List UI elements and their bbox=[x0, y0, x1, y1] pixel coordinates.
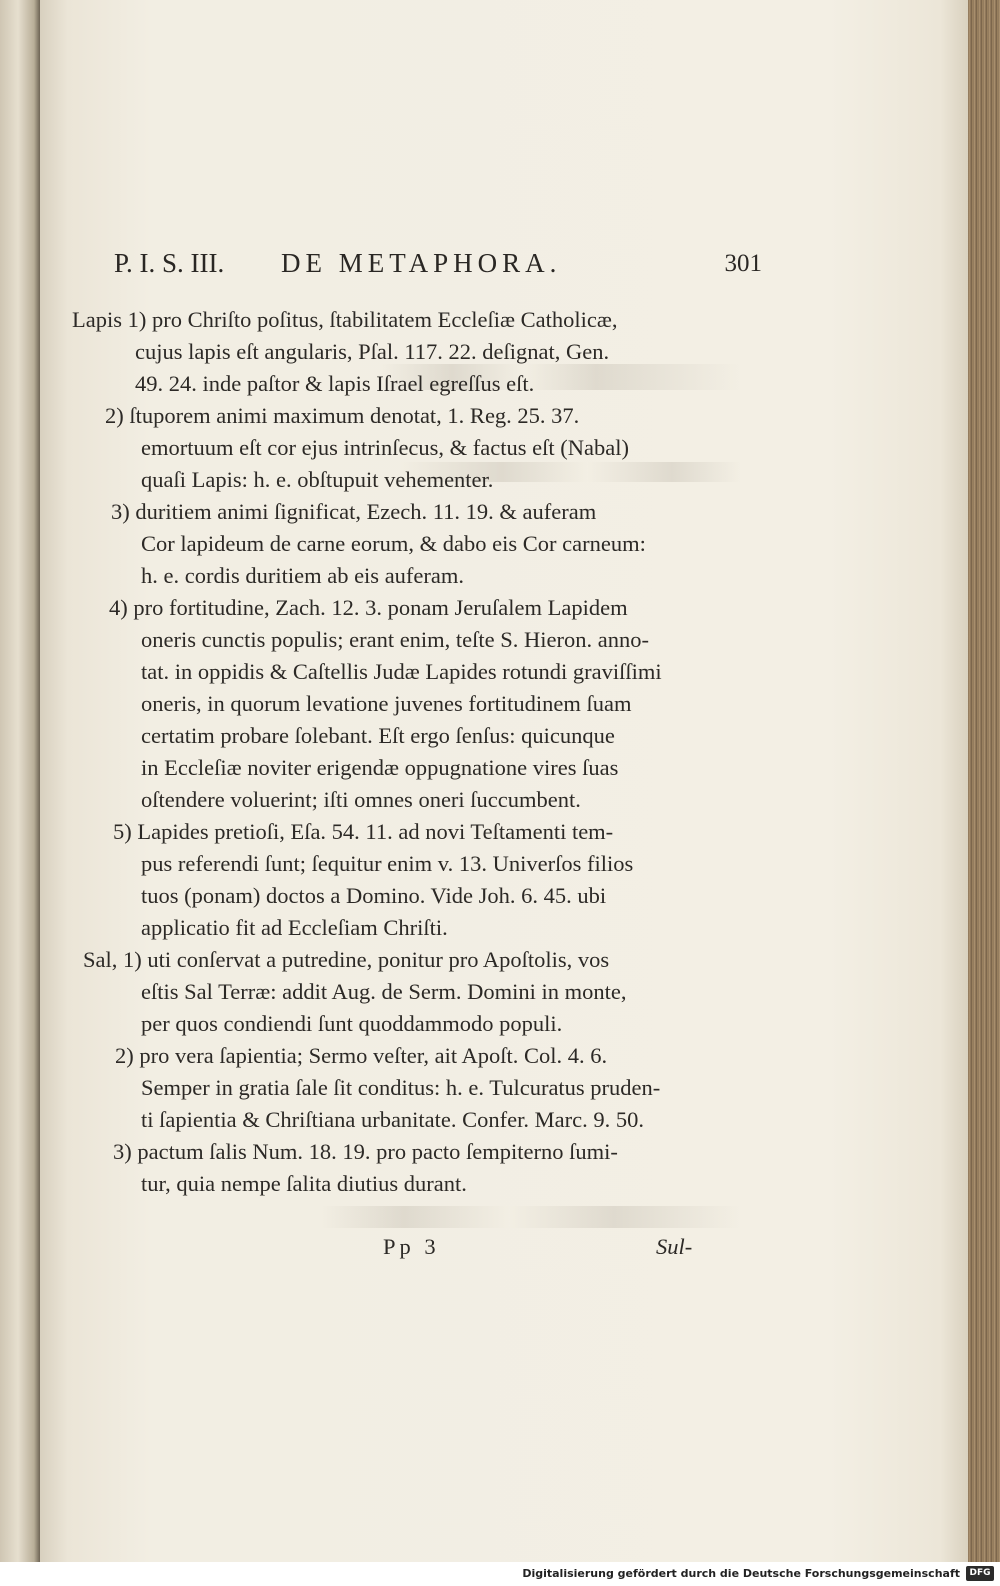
text-line: 5) Lapides pretioſi, Eſa. 54. 11. ad novi Teſtamenti tem- bbox=[113, 819, 614, 844]
dfg-logo: DFG bbox=[966, 1566, 994, 1581]
text-line: h. e. cordis duritiem ab eis auferam. bbox=[141, 563, 465, 588]
text-line: Semper in gratia ſale ſit conditus: h. e. Tulcuratus pruden- bbox=[141, 1075, 661, 1100]
text-line: per quos condiendi ſunt quoddammodo populi. bbox=[141, 1011, 563, 1036]
text-line: cujus lapis eſt angularis, Pſal. 117. 22. deſignat, Gen. bbox=[135, 339, 610, 364]
text-line: ti ſapientia & Chriſtiana urbanitate. Confer. Marc. 9. 50. bbox=[141, 1107, 644, 1132]
left-page-edge bbox=[0, 0, 40, 1562]
text-line: 49. 24. inde paſtor & lapis Iſrael egreſſus eſt. bbox=[135, 371, 535, 396]
text-line: 2) ſtuporem animi maximum denotat, 1. Reg. 25. 37. bbox=[105, 403, 580, 428]
text-line: eſtis Sal Terræ: addit Aug. de Serm. Domini in monte, bbox=[141, 979, 627, 1004]
signature-row bbox=[0, 1234, 1000, 1264]
text-line: quaſi Lapis: h. e. obſtupuit vehementer. bbox=[141, 467, 494, 492]
text-line: certatim probare ſolebant. Eſt ergo ſenſus: quicunque bbox=[141, 723, 615, 748]
signature-mark: Pp 3 bbox=[383, 1234, 440, 1259]
catchword: Sul- bbox=[656, 1234, 693, 1259]
text-line: Cor lapideum de carne eorum, & dabo eis Cor carneum: bbox=[141, 531, 646, 556]
page-number: 301 bbox=[724, 250, 762, 277]
show-through-bleed bbox=[320, 1206, 740, 1228]
header-section: P. I. S. III. bbox=[114, 248, 225, 278]
footer-strip bbox=[0, 1562, 1000, 1586]
text-line: oſtendere voluerint; iſti omnes oneri ſuccumbent. bbox=[141, 787, 581, 812]
text-line: tat. in oppidis & Caſtellis Judæ Lapides rotundi graviſſimi bbox=[141, 659, 662, 684]
text-line: oneris cunctis populis; erant enim, teſte S. Hieron. anno- bbox=[141, 627, 650, 652]
text-line: tur, quia nempe ſalita diutius durant. bbox=[141, 1171, 467, 1196]
text-line: 4) pro fortitudine, Zach. 12. 3. ponam Jeruſalem Lapidem bbox=[109, 595, 628, 620]
text-line: Sal, 1) uti conſervat a putredine, ponitur pro Apoſtolis, vos bbox=[83, 947, 610, 972]
text-line: Lapis 1) pro Chriſto poſitus, ſtabilitatem Eccleſiæ Catholicæ, bbox=[72, 307, 618, 332]
header-title: DE METAPHORA. bbox=[281, 248, 562, 278]
book-page bbox=[40, 0, 968, 1562]
page-stack-edge bbox=[968, 0, 1000, 1562]
running-header bbox=[114, 248, 762, 288]
text-line: 2) pro vera ſapientia; Sermo veſter, ait Apoſt. Col. 4. 6. bbox=[115, 1043, 608, 1068]
text-line: emortuum eſt cor ejus intrinſecus, & factus eſt (Nabal) bbox=[141, 435, 629, 460]
text-line: 3) pactum ſalis Num. 18. 19. pro pacto ſempiterno ſumi- bbox=[113, 1139, 618, 1164]
text-line: 3) duritiem animi ſignificat, Ezech. 11. 19. & auferam bbox=[111, 499, 597, 524]
digitization-credit: Digitalisierung gefördert durch die Deutsche Forschungsgemeinschaft bbox=[522, 1567, 960, 1580]
text-line: in Eccleſiæ noviter erigendæ oppugnatione vires ſuas bbox=[141, 755, 619, 780]
text-line: oneris, in quorum levatione juvenes fortitudinem ſuam bbox=[141, 691, 632, 716]
text-line: applicatio fit ad Eccleſiam Chriſti. bbox=[141, 915, 448, 940]
text-line: tuos (ponam) doctos a Domino. Vide Joh. 6. 45. ubi bbox=[141, 883, 607, 908]
text-line: pus referendi ſunt; ſequitur enim v. 13. Univerſos filios bbox=[141, 851, 634, 876]
